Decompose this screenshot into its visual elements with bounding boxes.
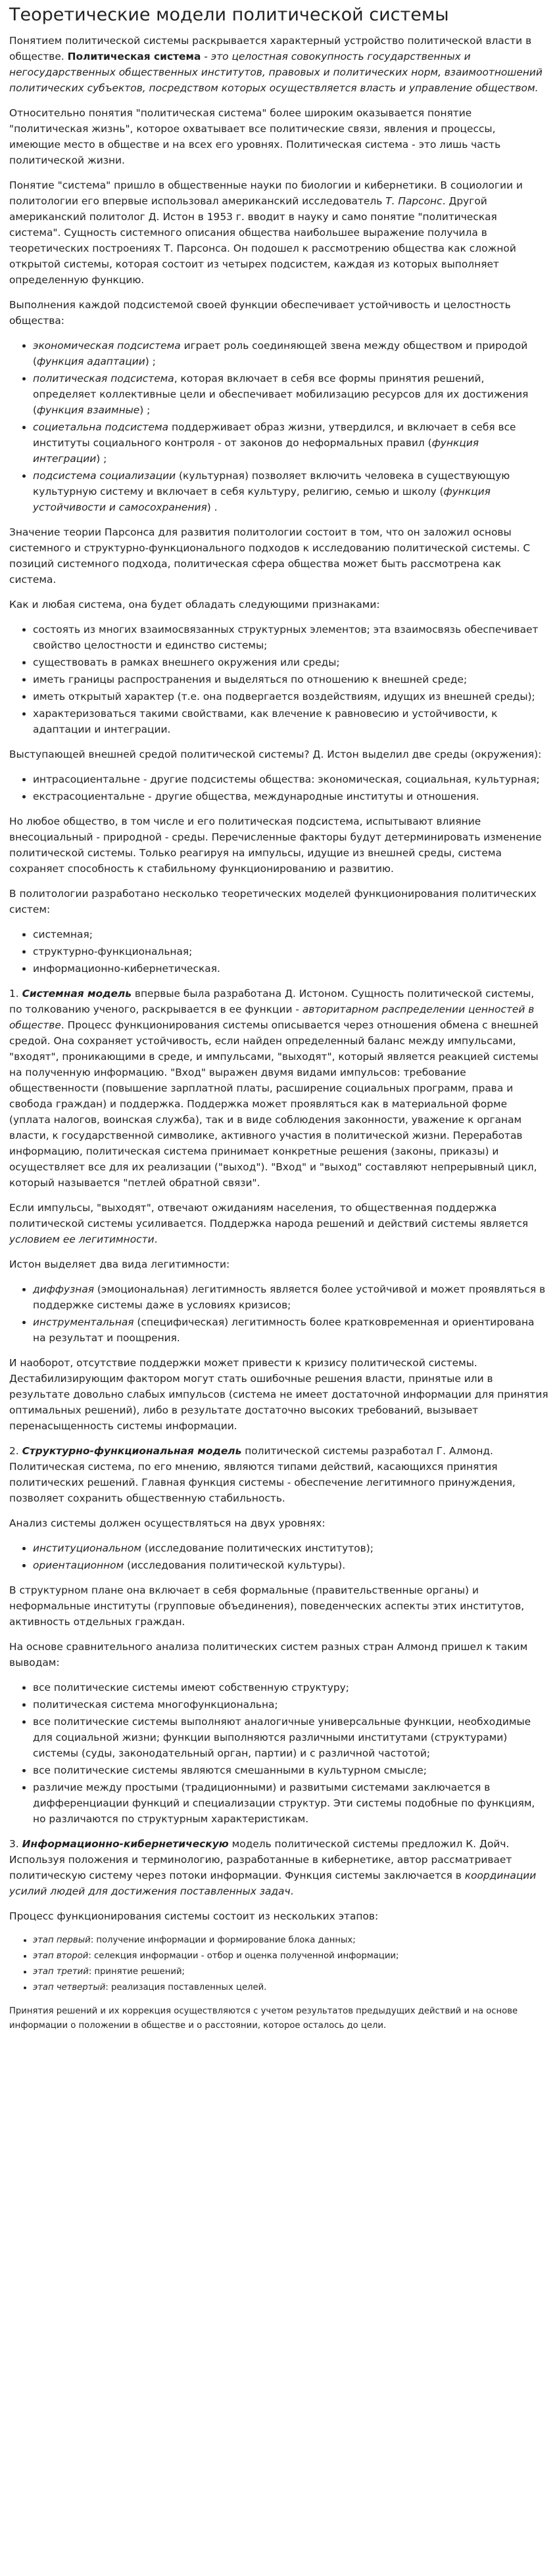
- paragraph-legitimacy: [9, 1200, 549, 1247]
- list-item: • характеризоваться такими свойствами, как влечение к равновесию и устойчивости, к адаптации и интеграции.: [33, 706, 549, 737]
- bold-italic-term: Информационно-кибернетическую: [22, 1838, 229, 1850]
- text-run: Если импульсы, "выходят", отвечают ожиданиям населения, то общественная поддержка политической системы усиливается. Поддержка народа решений и действий системы является: [9, 1202, 529, 1230]
- italic-term: этап третий: [33, 1967, 89, 1977]
- italic-term: диффузная: [33, 1283, 95, 1295]
- list-item: • системная;: [33, 927, 549, 942]
- text-run: 3.: [9, 1838, 22, 1850]
- list-item: • екстрасоциентальне - другие общества, международные институты и отношения.: [33, 789, 549, 804]
- paragraph-analysis-levels-intro: Анализ системы должен осуществляться на двух уровнях:: [9, 1517, 326, 1529]
- text-run: играет роль соединяющей звена между обществом и природой (: [33, 340, 528, 367]
- text-run: . Процесс функционирования системы описывается через отношения обмена с внешней средой. Она сохраняет устойчивость, если найден определенный баланс между импульсами, "входят", проникающими в среде, и импульсами, "выходят", который является реакцией системы на полученную информацию. "Вход" выражен двумя видами импульсов: требование общественности (повышение зарплатной платы, расширение социальных программ, права и свобода граждан) и поддержка. Поддержка может проявляться как в материальной форме (уплата налогов, воинская служба), так и в виде соблюдения законности, уважение к органам власти, к государственной символике, активного участия в политической жизни. Переработав информацию, политическая система принимает конкретные решения (законы, приказы) и осуществляет все для их реализации ("выход"). "Вход" и "выход" составляют непрерывный цикл, который называется "петлей обратной связи".: [9, 1019, 539, 1189]
- analysis-levels-list: [8, 1540, 549, 1573]
- list-item: [33, 1557, 549, 1573]
- paragraph-cybernetic-model: [9, 1836, 549, 1899]
- list-item: • иметь открытый характер (т.е. она подвергается воздействиям, идущих из внешней среды);: [33, 689, 549, 704]
- paragraph-legitimacy-types-intro: Истон выделяет два вида легитимности:: [9, 1258, 230, 1270]
- list-item: [33, 1281, 549, 1313]
- italic-term: этап четвертый: [33, 1983, 106, 1992]
- text-run: (специфическая) легитимность более кратковременная и ориентирована на результат и поощрения.: [33, 1316, 535, 1344]
- italic-term: функция взаимные: [37, 404, 140, 416]
- list-item: • все политические системы выполняют аналогичные универсальные функции, необходимые для социальной жизни; функции выполняются различными институтами (структурами) системы (суды, законодательный орган, партии) и с различной частотой;: [33, 1714, 549, 1761]
- italic-term: этап второй: [33, 1951, 89, 1961]
- environment-list: [8, 771, 549, 804]
- list-item: • состоять из многих взаимосвязанных структурных элементов; эта взаимосвязь обеспечивает свойство целостности и единство системы;: [33, 622, 549, 653]
- text-run: 1.: [9, 988, 22, 1000]
- paragraph-environment-intro: Выступающей внешней средой политической системы? Д. Истон выделил две среды (окружения):: [9, 748, 542, 760]
- italic-term: условием ее легитимности: [9, 1233, 155, 1245]
- text-run: : принятие решений;: [88, 1967, 185, 1977]
- text-run: , которая включает в себя все формы принятия решений, определяет коллективные цели и обеспечивает мобилизацию ресурсов для их достижения (: [33, 373, 529, 416]
- italic-term: подсистема социализации: [33, 470, 176, 482]
- paragraph-models-intro: В политологии разработано несколько теоретических моделей функционирования политических систем:: [9, 888, 537, 915]
- stages-list: [8, 1933, 549, 1995]
- paragraph-external-impulses: Но любое общество, в том числе и его политическая подсистема, испытывают влияние внесоциальный - природной - среды. Перечисленные факторы будут детерминировать изменение политической системы. Только реагируя на импульсы, идущие из внешней среды, система сохраняет способность к стабильному функционированию и развитию.: [9, 816, 542, 875]
- list-item: • структурно-функциональная;: [33, 944, 549, 959]
- paragraph-political-life: Относительно понятия "политическая система" более широким оказывается понятие "политическая жизнь", которое охватывает все политические связи, явления и процессы, имеющие место в обществе и на всех его уровнях. Политическая система - это лишь часть политической жизни.: [9, 107, 501, 166]
- text-run: ) ;: [145, 356, 156, 367]
- italic-term: институциональном: [33, 1542, 141, 1554]
- text-run: политической системы разработал Г. Алмонд. Политическая система, по его мнению, являются типами действий, касающихся принятия политических решений. Главная функция системы - обеспечение легитимного принуждения, позволяет сохранить общественную стабильность.: [9, 1445, 516, 1504]
- text-run: модель политической системы предложил К. Дойч. Используя положения и терминологию, разработанные в кибернетике, автор рассматривает политическую систему через потоки информации. Функция системы заключается в: [9, 1838, 512, 1881]
- paragraph-decision-correction: Принятия решений и их коррекция осуществляются с учетом результатов предыдущих действий и на основе информации о положении в обществе и о расстоянии, которое осталось до цели.: [9, 2006, 518, 2031]
- paragraph-structural-functional-model: [9, 1443, 549, 1506]
- italic-term: политическая подсистема: [33, 373, 174, 384]
- text-run: ) ;: [139, 404, 151, 416]
- text-run: : селекция информации - отбор и оценка полученной информации;: [88, 1951, 399, 1961]
- italic-term: координации усилий людей для достижения поставленных задач: [9, 1870, 537, 1897]
- list-item: • информационно-кибернетическая.: [33, 961, 549, 977]
- document: [0, 4, 557, 2033]
- list-item: [33, 1540, 549, 1556]
- text-run: .: [290, 1885, 294, 1897]
- bold-term: Политическая система: [67, 51, 201, 62]
- paragraph-system-concept: [9, 177, 549, 288]
- list-item: • все политические системы являются смешанными в культурном смысле;: [33, 1762, 549, 1778]
- text-run: впервые была разработана Д. Истоном. Сущность политической системы, по толкованию ученого, раскрывается в ее функции -: [9, 988, 535, 1015]
- bold-italic-term: Структурно-функциональная модель: [22, 1445, 242, 1457]
- model-name: [22, 1445, 242, 1457]
- list-item: [33, 1949, 549, 1964]
- model-name: [22, 988, 132, 1000]
- list-item: • все политические системы имеют собственную структуру;: [33, 1680, 549, 1695]
- list-item: • политическая система многофункциональна;: [33, 1697, 549, 1713]
- italic-term: - это целостная совокупность государственных и негосударственных общественных институтов, правовых и политических норм, взаимоотношений политических субъектов, посредством которых осуществляется власть и управление обществом.: [9, 51, 543, 94]
- italic-term: авторитарном распределении ценностей в обществе: [9, 1003, 535, 1031]
- text-run: : реализация поставленных целей.: [105, 1983, 267, 1992]
- italic-term: функция интеграции: [33, 437, 479, 465]
- list-item: • различие между простыми (традиционными) и развитыми системами заключается в дифференциации функций и специализации структур. Эти системы подобные по функциям, но различаются по структурным характеристикам.: [33, 1780, 549, 1827]
- text-run: 2.: [9, 1445, 22, 1457]
- text-run: : получение информации и формирование блока данных;: [90, 1935, 356, 1945]
- italic-term: функция адаптации: [37, 356, 145, 367]
- almond-conclusions-list: [8, 1680, 549, 1827]
- italic-term: Т. Парсонс: [385, 195, 443, 207]
- text-run: поддерживает образ жизни, утвердился, и включает в себя все институты социального контроля - от законов до неформальных правил (: [33, 421, 516, 449]
- list-item: [33, 1981, 549, 1995]
- list-item: • существовать в рамках внешнего окружения или среды;: [33, 655, 549, 670]
- text-run: . Другой американский политолог Д. Истон в 1953 г. вводит в науку и само понятие "политическая система". Сущность системного описания общества наибольшее выражение получила в теоретических построениях Т. Парсонса. Он подошел к рассмотрению общества как сложной открытой системы, которая состоит из четырех подсистем, каждая из которых выполняет определенную функцию.: [9, 195, 516, 286]
- list-item: [33, 419, 549, 467]
- text-run: (эмоциональная) легитимность является более устойчивой и может проявляться в поддержке системы даже в условиях кризисов;: [33, 1283, 546, 1311]
- paragraph-stages-intro: Процесс функционирования системы состоит из нескольких этапов:: [9, 1910, 379, 1922]
- subsystems-list: [8, 338, 549, 515]
- paragraph-system-features-intro: Как и любая система, она будет обладать следующими признаками:: [9, 599, 380, 610]
- bold-italic-term: Системная модель: [22, 988, 132, 1000]
- list-item: [33, 1314, 549, 1346]
- system-features-list: [8, 622, 549, 737]
- list-item: • интрасоциентальне - другие подсистемы общества: экономическая, социальная, культурная;: [33, 771, 549, 787]
- list-item: [33, 1965, 549, 1979]
- page-title: Теоретические модели политической системы: [9, 5, 449, 25]
- text-run: ) ;: [96, 453, 107, 465]
- italic-term: экономическая подсистема: [33, 340, 181, 352]
- text-run: .: [154, 1233, 158, 1245]
- text-run: (культурная) позволяет включить человека в существующую культурную систему и включает в себя культуру, религию, семью и школу (: [33, 470, 510, 497]
- list-item: [33, 338, 549, 369]
- italic-term: ориентационном: [33, 1559, 124, 1571]
- legitimacy-types-list: [8, 1281, 549, 1346]
- italic-term: функция устойчивости и самосохранения: [33, 486, 491, 513]
- text-run: (исследование политических институтов);: [141, 1542, 374, 1554]
- list-item: • иметь границы распространения и выделяться по отношению к внешней среде;: [33, 672, 549, 687]
- paragraph-system-model: [9, 986, 549, 1191]
- text-run: (исследования политической культуры).: [124, 1559, 346, 1571]
- models-list: [8, 927, 549, 977]
- list-item: [33, 468, 549, 515]
- text-run: Понятием политической системы раскрывается характерный устройство политической власти в обществе.: [9, 35, 532, 62]
- paragraph-almond-conclusions-intro: На основе сравнительного анализа политических систем разных стран Алмонд пришел к таким выводам:: [9, 1641, 528, 1668]
- paragraph-parsons-significance: Значение теории Парсонса для развития политологии состоит в том, что он заложил основы системного и структурно-функционального подходов к исследованию политической системы. С позиций системного подхода, политическая сфера общества может быть рассмотрена как система.: [9, 526, 531, 586]
- text-run: ) .: [206, 501, 218, 513]
- list-item: [33, 1933, 549, 1948]
- italic-term: инструментальная: [33, 1316, 134, 1328]
- paragraph-definition: [9, 33, 549, 96]
- paragraph-subsystems-intro: Выполнения каждой подсистемой своей функции обеспечивает устойчивость и целостность общества:: [9, 299, 511, 327]
- list-item: [33, 371, 549, 418]
- paragraph-structure: В структурном плане она включает в себя формальные (правительственные органы) и неформальные институты (групповые объединения), поведенческих аспекты этих институтов, активность отдельных граждан.: [9, 1584, 525, 1628]
- text-run: Понятие "система" пришло в общественные науки по биологии и кибернетики. В социологии и политологии его впервые использовал американский исследователь: [9, 179, 523, 207]
- italic-term: этап первый: [33, 1935, 91, 1945]
- paragraph-crisis: И наоборот, отсутствие поддержки может привести к кризису политической системы. Дестабилизирующим фактором могут стать ошибочные решения власти, принятые или в результате довольно слабых импульсов (система не имеет достаточной информации для принятия оптимальных решений), либо в результате достаточно высоких требований, вызывает перенасыщенность системы информации.: [9, 1357, 548, 1432]
- model-name: [22, 1838, 229, 1850]
- italic-term: социетальна подсистема: [33, 421, 169, 433]
